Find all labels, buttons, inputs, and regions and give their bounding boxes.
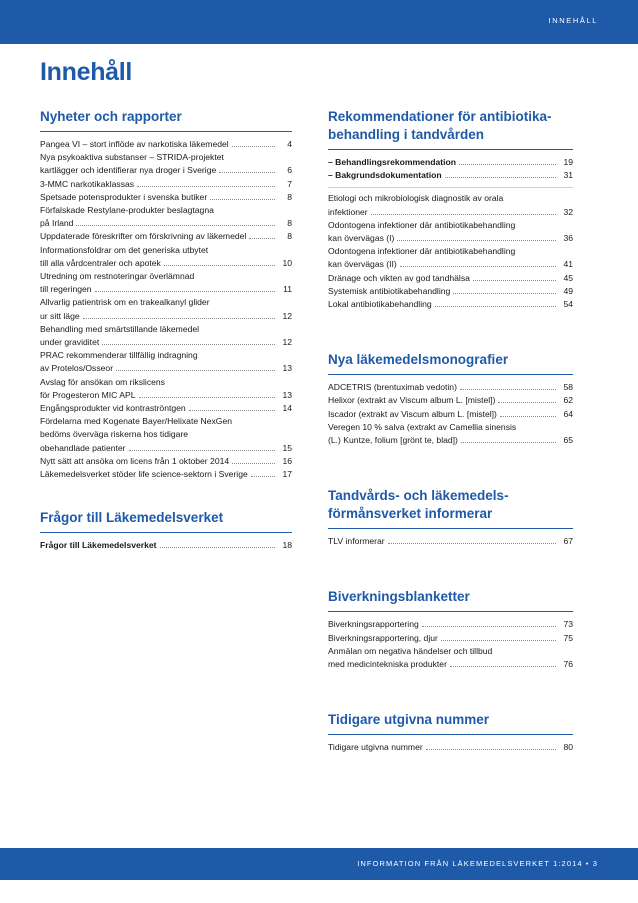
toc-entry-line xyxy=(40,349,292,362)
toc-entry-line xyxy=(40,230,292,243)
section-rekommendationer xyxy=(328,108,573,311)
toc-entry xyxy=(40,138,292,151)
toc-entry xyxy=(328,408,573,421)
toc-entry-text: av Protelos/Osseor xyxy=(40,363,114,374)
toc-entry xyxy=(328,421,573,447)
footer-label: INFORMATION FRÅN LÄKEMEDELSVERKET 1:2014 • 3 xyxy=(357,859,598,868)
toc-entry xyxy=(328,156,573,169)
toc-entry xyxy=(328,394,573,407)
toc-entry-line xyxy=(328,434,573,447)
toc-entry-text: Uppdaterade föreskrifter om förskrivning av läkemedel xyxy=(40,231,247,242)
toc-entry-text: infektioner xyxy=(328,206,368,217)
toc-entry xyxy=(328,245,573,271)
dot-leader xyxy=(232,463,275,464)
dot-leader xyxy=(160,547,275,548)
toc-entry-line xyxy=(328,632,573,645)
toc-entry-text: Iscador (extrakt av Viscum album L. [mistel]) xyxy=(328,408,497,419)
toc-entry-text: Fördelarna med Kogenate Bayer/Helixate NexGen xyxy=(40,416,233,427)
toc-entry xyxy=(40,178,292,191)
section-biverkning xyxy=(328,588,573,671)
toc-entry-line xyxy=(328,285,573,298)
toc-entry-text: (L.) Kuntze, folium [grönt te, blad]) xyxy=(328,435,458,446)
dot-leader xyxy=(251,476,275,477)
page-number: 19 xyxy=(563,157,573,167)
toc-entry-text: Avslag för ansökan om rikslicens xyxy=(40,376,165,387)
toc-entry-text: Allvarlig patientrisk om en trakealkanyl glider xyxy=(40,297,210,308)
dot-leader xyxy=(426,749,556,750)
page-title: Innehåll xyxy=(40,58,133,86)
page-number: 12 xyxy=(282,310,292,321)
toc-list xyxy=(328,618,573,671)
toc-entry-line xyxy=(40,310,292,323)
dot-leader xyxy=(459,164,556,165)
toc-entry-line xyxy=(328,741,573,754)
page-number: 15 xyxy=(282,442,292,453)
toc-entry xyxy=(40,191,292,204)
page-number: 13 xyxy=(282,363,292,374)
section-heading-line: behandling i tandvården xyxy=(328,127,485,142)
section-heading: Nya läkemedelsmonografier xyxy=(328,352,509,368)
dot-leader xyxy=(210,199,275,200)
toc-list xyxy=(40,138,292,481)
dot-leader xyxy=(441,640,556,641)
toc-entry-line xyxy=(40,442,292,455)
page-number: 4 xyxy=(287,139,292,149)
dot-leader xyxy=(460,389,556,390)
page-number: 67 xyxy=(563,536,573,547)
toc-entry-text: Nya psykoaktiva substanser – STRIDA-projektet xyxy=(40,152,224,163)
toc-entry-text: Veregen 10 % salva (extrakt av Camellia sinensis xyxy=(328,421,517,432)
toc-entry-text: Nytt sätt att ansöka om licens från 1 oktober 2014 xyxy=(40,455,230,466)
toc-entry-line xyxy=(328,658,573,671)
toc-entry-line xyxy=(40,204,292,217)
page-number: 73 xyxy=(563,619,573,630)
toc-list xyxy=(328,381,573,447)
toc-entry-text: Frågor till Läkemedelsverket xyxy=(40,540,157,551)
toc-entry-text: Pangea VI – stort inflöde av narkotiska läkemedel xyxy=(40,139,229,149)
dot-leader xyxy=(164,265,275,266)
section-divider xyxy=(40,532,292,533)
section-heading-line: förmånsverket informerar xyxy=(328,506,493,522)
toc-entry xyxy=(328,285,573,298)
dot-leader xyxy=(232,146,275,147)
toc-entry xyxy=(328,192,573,218)
toc-entry-line xyxy=(328,381,573,394)
toc-entry xyxy=(328,169,573,182)
page-number: 14 xyxy=(282,403,292,414)
page-number: 62 xyxy=(563,395,573,406)
toc-list xyxy=(40,539,292,552)
toc-entry-text: Lokal antibiotikabehandling xyxy=(328,299,432,310)
toc-entry xyxy=(328,298,573,311)
toc-entry-line xyxy=(40,164,292,177)
toc-entry xyxy=(328,741,573,754)
toc-entry xyxy=(40,402,292,415)
toc-entry-line xyxy=(328,645,573,658)
section-monografier xyxy=(328,351,573,447)
toc-entry-text: bedöms överväga riskerna hos tidigare xyxy=(40,429,189,440)
page-number: 54 xyxy=(563,299,573,310)
page-number: 8 xyxy=(287,218,292,229)
toc-entry-text: till regeringen xyxy=(40,284,92,295)
dot-leader xyxy=(500,416,556,417)
page-number: 41 xyxy=(563,259,573,270)
page-number: 8 xyxy=(287,231,292,242)
page-number: 36 xyxy=(563,233,573,244)
toc-entry xyxy=(40,349,292,375)
toc-entry-text: Informationsfoldrar om det generiska utbytet xyxy=(40,244,209,255)
dot-leader xyxy=(129,450,275,451)
page-number: 10 xyxy=(282,257,292,268)
toc-entry-text: Utredning om restnoteringar överlämnad xyxy=(40,271,195,282)
toc-entry-text: under graviditet xyxy=(40,337,100,348)
toc-list xyxy=(328,535,573,548)
page-number: 11 xyxy=(283,284,292,295)
toc-entry-text: för Progesteron MIC APL xyxy=(40,389,136,400)
section-heading: Tidigare utgivna nummer xyxy=(328,712,490,728)
page-number: 32 xyxy=(563,206,573,217)
page-number: 80 xyxy=(563,742,573,753)
toc-entry-text: kartlägger och identifierar nya droger i Sverige xyxy=(40,165,217,176)
dot-leader xyxy=(461,442,556,443)
toc-entry-text: Engångsprodukter vid kontraströntgen xyxy=(40,403,186,414)
toc-entry xyxy=(40,230,292,243)
toc-entry-text: Systemisk antibiotikabehandling xyxy=(328,285,451,296)
dot-leader xyxy=(219,172,275,173)
toc-list xyxy=(328,741,573,754)
toc-entry-text: Biverkningsrapportering xyxy=(328,619,419,630)
header-label: INNEHÅLL xyxy=(548,16,598,25)
toc-entry-text: kan övervägas (II) xyxy=(328,259,397,270)
page-number: 6 xyxy=(287,165,292,176)
toc-entry-line xyxy=(328,219,573,232)
section-divider xyxy=(328,528,573,529)
dot-leader xyxy=(453,293,556,294)
toc-entry-line xyxy=(40,455,292,468)
toc-entry xyxy=(40,244,292,270)
toc-entry-text: ur sitt läge xyxy=(40,310,80,321)
toc-entry xyxy=(40,323,292,349)
toc-entry-line xyxy=(40,178,292,191)
page-number: 49 xyxy=(563,285,573,296)
toc-entry-line xyxy=(40,376,292,389)
page-number: 12 xyxy=(282,337,292,348)
toc-entry xyxy=(40,455,292,468)
toc-entry-text: Dränage och vikten av god tandhälsa xyxy=(328,272,470,283)
page-number: 64 xyxy=(563,408,573,419)
section-divider xyxy=(40,131,292,132)
left-column xyxy=(40,108,292,552)
toc-entry-text: Anmälan om negativa händelser och tillbud xyxy=(328,645,493,656)
toc-entry-line xyxy=(40,389,292,402)
toc-entry xyxy=(328,219,573,245)
toc-entry-line xyxy=(328,232,573,245)
toc-entry-line xyxy=(40,138,292,151)
toc-entry-line xyxy=(40,296,292,309)
dot-leader xyxy=(116,370,275,371)
dot-leader xyxy=(435,306,556,307)
toc-entry-text: Tidigare utgivna nummer xyxy=(328,742,423,753)
page-number: 31 xyxy=(563,170,573,181)
footer-bar xyxy=(0,848,638,880)
toc-entry xyxy=(40,270,292,296)
toc-entry xyxy=(328,632,573,645)
toc-entry xyxy=(40,151,292,177)
page-number: 8 xyxy=(287,191,292,202)
dot-leader xyxy=(137,186,275,187)
toc-entry-text: obehandlade patienter xyxy=(40,442,126,453)
toc-entry-text: – Behandlingsrekommendation xyxy=(328,157,456,167)
dot-leader xyxy=(83,318,275,319)
toc-entry-line xyxy=(328,245,573,258)
dot-leader xyxy=(473,280,556,281)
page-number: 76 xyxy=(563,659,573,670)
toc-entry-line xyxy=(328,618,573,631)
page-number: 16 xyxy=(282,455,292,466)
toc-list xyxy=(328,192,573,311)
toc-entry-text: Odontogena infektioner där antibiotikabehandling xyxy=(328,246,516,257)
section-nyheter xyxy=(40,108,292,481)
toc-entry xyxy=(40,296,292,322)
toc-entry xyxy=(40,376,292,402)
toc-entry-text: Spetsade potensprodukter i svenska butiker xyxy=(40,191,208,202)
toc-entry-line xyxy=(40,217,292,230)
dot-leader xyxy=(388,543,556,544)
section-heading-line: Tandvårds- och läkemedels- xyxy=(328,488,509,504)
toc-entry-line xyxy=(40,270,292,283)
toc-entry-text: till alla vårdcentraler och apotek xyxy=(40,257,161,268)
toc-entry-line xyxy=(328,394,573,407)
page-number: 7 xyxy=(287,178,292,189)
toc-entry-line xyxy=(328,156,573,169)
dot-leader xyxy=(445,177,556,178)
section-heading: Biverkningsblanketter xyxy=(328,589,470,605)
dot-leader xyxy=(371,214,556,215)
section-tidigare xyxy=(328,711,573,754)
dot-leader xyxy=(102,344,275,345)
toc-entry-text: PRAC rekommenderar tillfällig indragning xyxy=(40,350,198,361)
dot-leader xyxy=(95,291,275,292)
toc-entry-line xyxy=(40,402,292,415)
section-divider xyxy=(328,734,573,735)
toc-entry-text: på Irland xyxy=(40,218,74,229)
header-bar xyxy=(0,0,638,44)
section-heading: Nyheter och rapporter xyxy=(40,109,182,124)
section-divider xyxy=(328,149,573,150)
toc-entry-line xyxy=(40,191,292,204)
page-number: 75 xyxy=(563,632,573,643)
section-divider xyxy=(328,374,573,375)
section-tlv xyxy=(328,487,573,548)
toc-entry-text: med medicintekniska produkter xyxy=(328,659,447,670)
toc-entry-line xyxy=(328,258,573,271)
toc-entry-text: Etiologi och mikrobiologisk diagnostik av orala xyxy=(328,193,504,204)
page-number: 18 xyxy=(282,540,292,551)
right-column xyxy=(328,108,573,754)
page-number: 58 xyxy=(563,382,573,393)
dot-leader xyxy=(498,402,556,403)
toc-entry-text: kan övervägas (I) xyxy=(328,233,395,244)
toc-entry-text: Helixor (extrakt av Viscum album L. [mistel]) xyxy=(328,395,496,406)
section-fragor xyxy=(40,509,292,552)
toc-entry xyxy=(40,468,292,481)
dot-leader xyxy=(400,266,556,267)
toc-entry xyxy=(328,535,573,548)
toc-entry-text: Odontogena infektioner där antibiotikabehandling xyxy=(328,219,516,230)
toc-list xyxy=(328,156,573,182)
toc-entry-line xyxy=(40,415,292,428)
toc-entry-line xyxy=(328,408,573,421)
dot-leader xyxy=(249,238,275,239)
dot-leader xyxy=(450,666,556,667)
toc-entry-line xyxy=(40,244,292,257)
page-number: 17 xyxy=(282,469,292,480)
toc-entry-line xyxy=(328,421,573,434)
toc-entry-line xyxy=(40,257,292,270)
dot-leader xyxy=(397,240,556,241)
toc-entry xyxy=(328,618,573,631)
toc-entry-text: Läkemedelsverket stöder life science-sektorn i Sverige xyxy=(40,469,248,480)
toc-entry xyxy=(328,272,573,285)
toc-entry-line xyxy=(328,298,573,311)
dot-leader xyxy=(76,225,275,226)
toc-entry-text: TLV informerar xyxy=(328,536,385,547)
toc-entry-line xyxy=(328,206,573,219)
toc-entry xyxy=(40,204,292,230)
toc-entry-line xyxy=(40,283,292,296)
dot-leader xyxy=(422,626,556,627)
toc-entry-line xyxy=(328,169,573,182)
section-heading: Frågor till Läkemedelsverket xyxy=(40,510,224,526)
section-heading-line: Rekommendationer för antibiotika- xyxy=(328,109,552,124)
toc-entry-line xyxy=(328,272,573,285)
toc-entry xyxy=(40,415,292,455)
dot-leader xyxy=(189,410,275,411)
toc-entry-text: ADCETRIS (brentuximab vedotin) xyxy=(328,382,457,393)
section-divider xyxy=(328,611,573,612)
page-number: 65 xyxy=(563,435,573,446)
section-subdivider xyxy=(328,187,573,188)
toc-entry-text: Förfalskade Restylane-produkter beslagtagna xyxy=(40,205,214,216)
toc-entry-line xyxy=(40,539,292,552)
toc-entry-line xyxy=(40,428,292,441)
toc-entry-line xyxy=(40,336,292,349)
toc-entry-text: Biverkningsrapportering, djur xyxy=(328,632,438,643)
dot-leader xyxy=(139,397,275,398)
page-number: 45 xyxy=(563,272,573,283)
toc-entry-line xyxy=(40,323,292,336)
toc-entry-text: 3-MMC narkotikaklassas xyxy=(40,178,135,189)
toc-entry-text: – Bakgrundsdokumentation xyxy=(328,170,442,181)
toc-entry-line xyxy=(40,468,292,481)
toc-entry xyxy=(328,381,573,394)
toc-entry xyxy=(328,645,573,671)
toc-entry-line xyxy=(40,151,292,164)
toc-entry-text: Behandling med smärtstillande läkemedel xyxy=(40,323,200,334)
toc-entry-line xyxy=(328,192,573,205)
toc-entry-line xyxy=(40,362,292,375)
toc-entry xyxy=(40,539,292,552)
toc-entry-line xyxy=(328,535,573,548)
page-number: 13 xyxy=(282,389,292,400)
